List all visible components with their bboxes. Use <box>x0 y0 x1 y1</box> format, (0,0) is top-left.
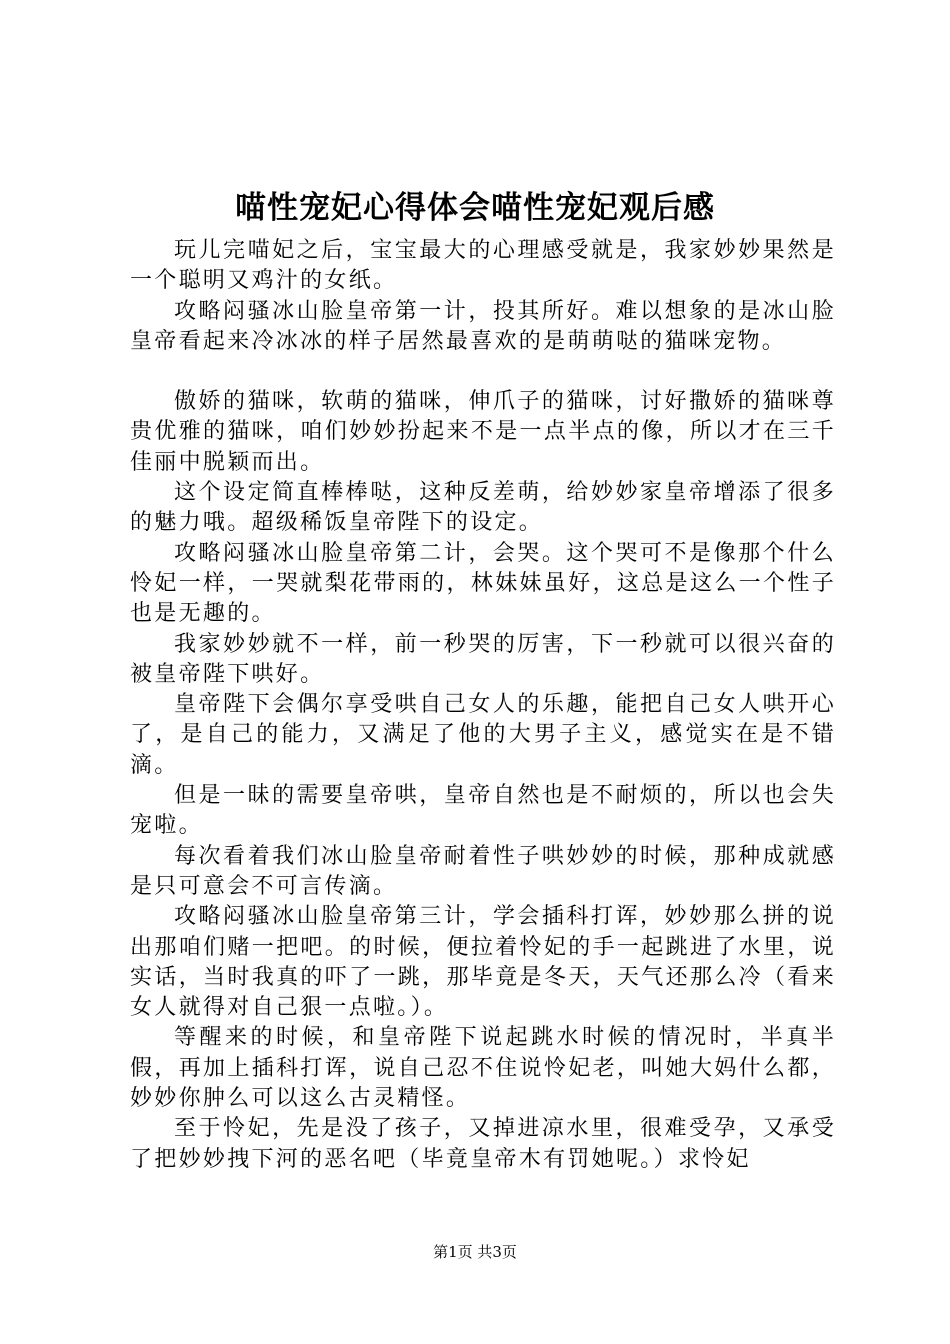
document-body <box>130 236 836 1175</box>
paragraph: 攻略闷骚冰山脸皇帝第二计，会哭。这个哭可不是像那个什么怜妃一样，一哭就梨花带雨的，林妹妹虽好，这总是这么一个性子也是无趣的。 <box>130 540 836 627</box>
document-title: 喵性宠妃心得体会喵性宠妃观后感 <box>235 190 715 226</box>
paragraph: 等醒来的时候，和皇帝陛下说起跳水时候的情况时，半真半假，再加上插科打诨，说自己忍不住说怜妃老，叫她大妈什么都，妙妙你肿么可以这么古灵精怪。 <box>130 1025 836 1112</box>
paragraph: 玩儿完喵妃之后，宝宝最大的心理感受就是，我家妙妙果然是一个聪明又鸡汁的女纸。 <box>130 238 836 294</box>
paragraph: 我家妙妙就不一样，前一秒哭的厉害，下一秒就可以很兴奋的被皇帝陛下哄好。 <box>130 631 836 687</box>
paragraph: 傲娇的猫咪，软萌的猫咪，伸爪子的猫咪，讨好撒娇的猫咪尊贵优雅的猫咪，咱们妙妙扮起来不是一点半点的像，所以才在三千佳丽中脱颖而出。 <box>130 389 836 475</box>
paragraph: 攻略闷骚冰山脸皇帝第三计，学会插科打诨，妙妙那么拼的说出那咱们赌一把吧。的时候，便拉着怜妃的手一起跳进了水里，说实话，当时我真的吓了一跳，那毕竟是冬天，天气还那么冷（看来女人就得对自己狠一点啦。）。 <box>130 904 836 1021</box>
page-number-footer: 第1页 共3页 <box>433 1243 517 1261</box>
paragraph: 这个设定简直棒棒哒，这种反差萌，给妙妙家皇帝增添了很多的魅力哦。超级稀饭皇帝陛下的设定。 <box>130 480 836 536</box>
paragraph: 至于怜妃，先是没了孩子，又掉进凉水里，很难受孕，又承受了把妙妙拽下河的恶名吧（毕竟皇帝木有罚她呢。）求怜妃 <box>130 1116 836 1172</box>
paragraph: 攻略闷骚冰山脸皇帝第一计，投其所好。难以想象的是冰山脸皇帝看起来冷冰冰的样子居然最喜欢的是萌萌哒的猫咪宠物。 <box>130 298 836 354</box>
paragraph: 但是一昧的需要皇帝哄，皇帝自然也是不耐烦的，所以也会失宠啦。 <box>130 783 836 839</box>
paragraph: 皇帝陛下会偶尔享受哄自己女人的乐趣，能把自己女人哄开心了，是自己的能力，又满足了他的大男子主义，感觉实在是不错滴。 <box>130 692 836 778</box>
paragraph: 每次看着我们冰山脸皇帝耐着性子哄妙妙的时候，那种成就感是只可意会不可言传滴。 <box>130 843 836 899</box>
